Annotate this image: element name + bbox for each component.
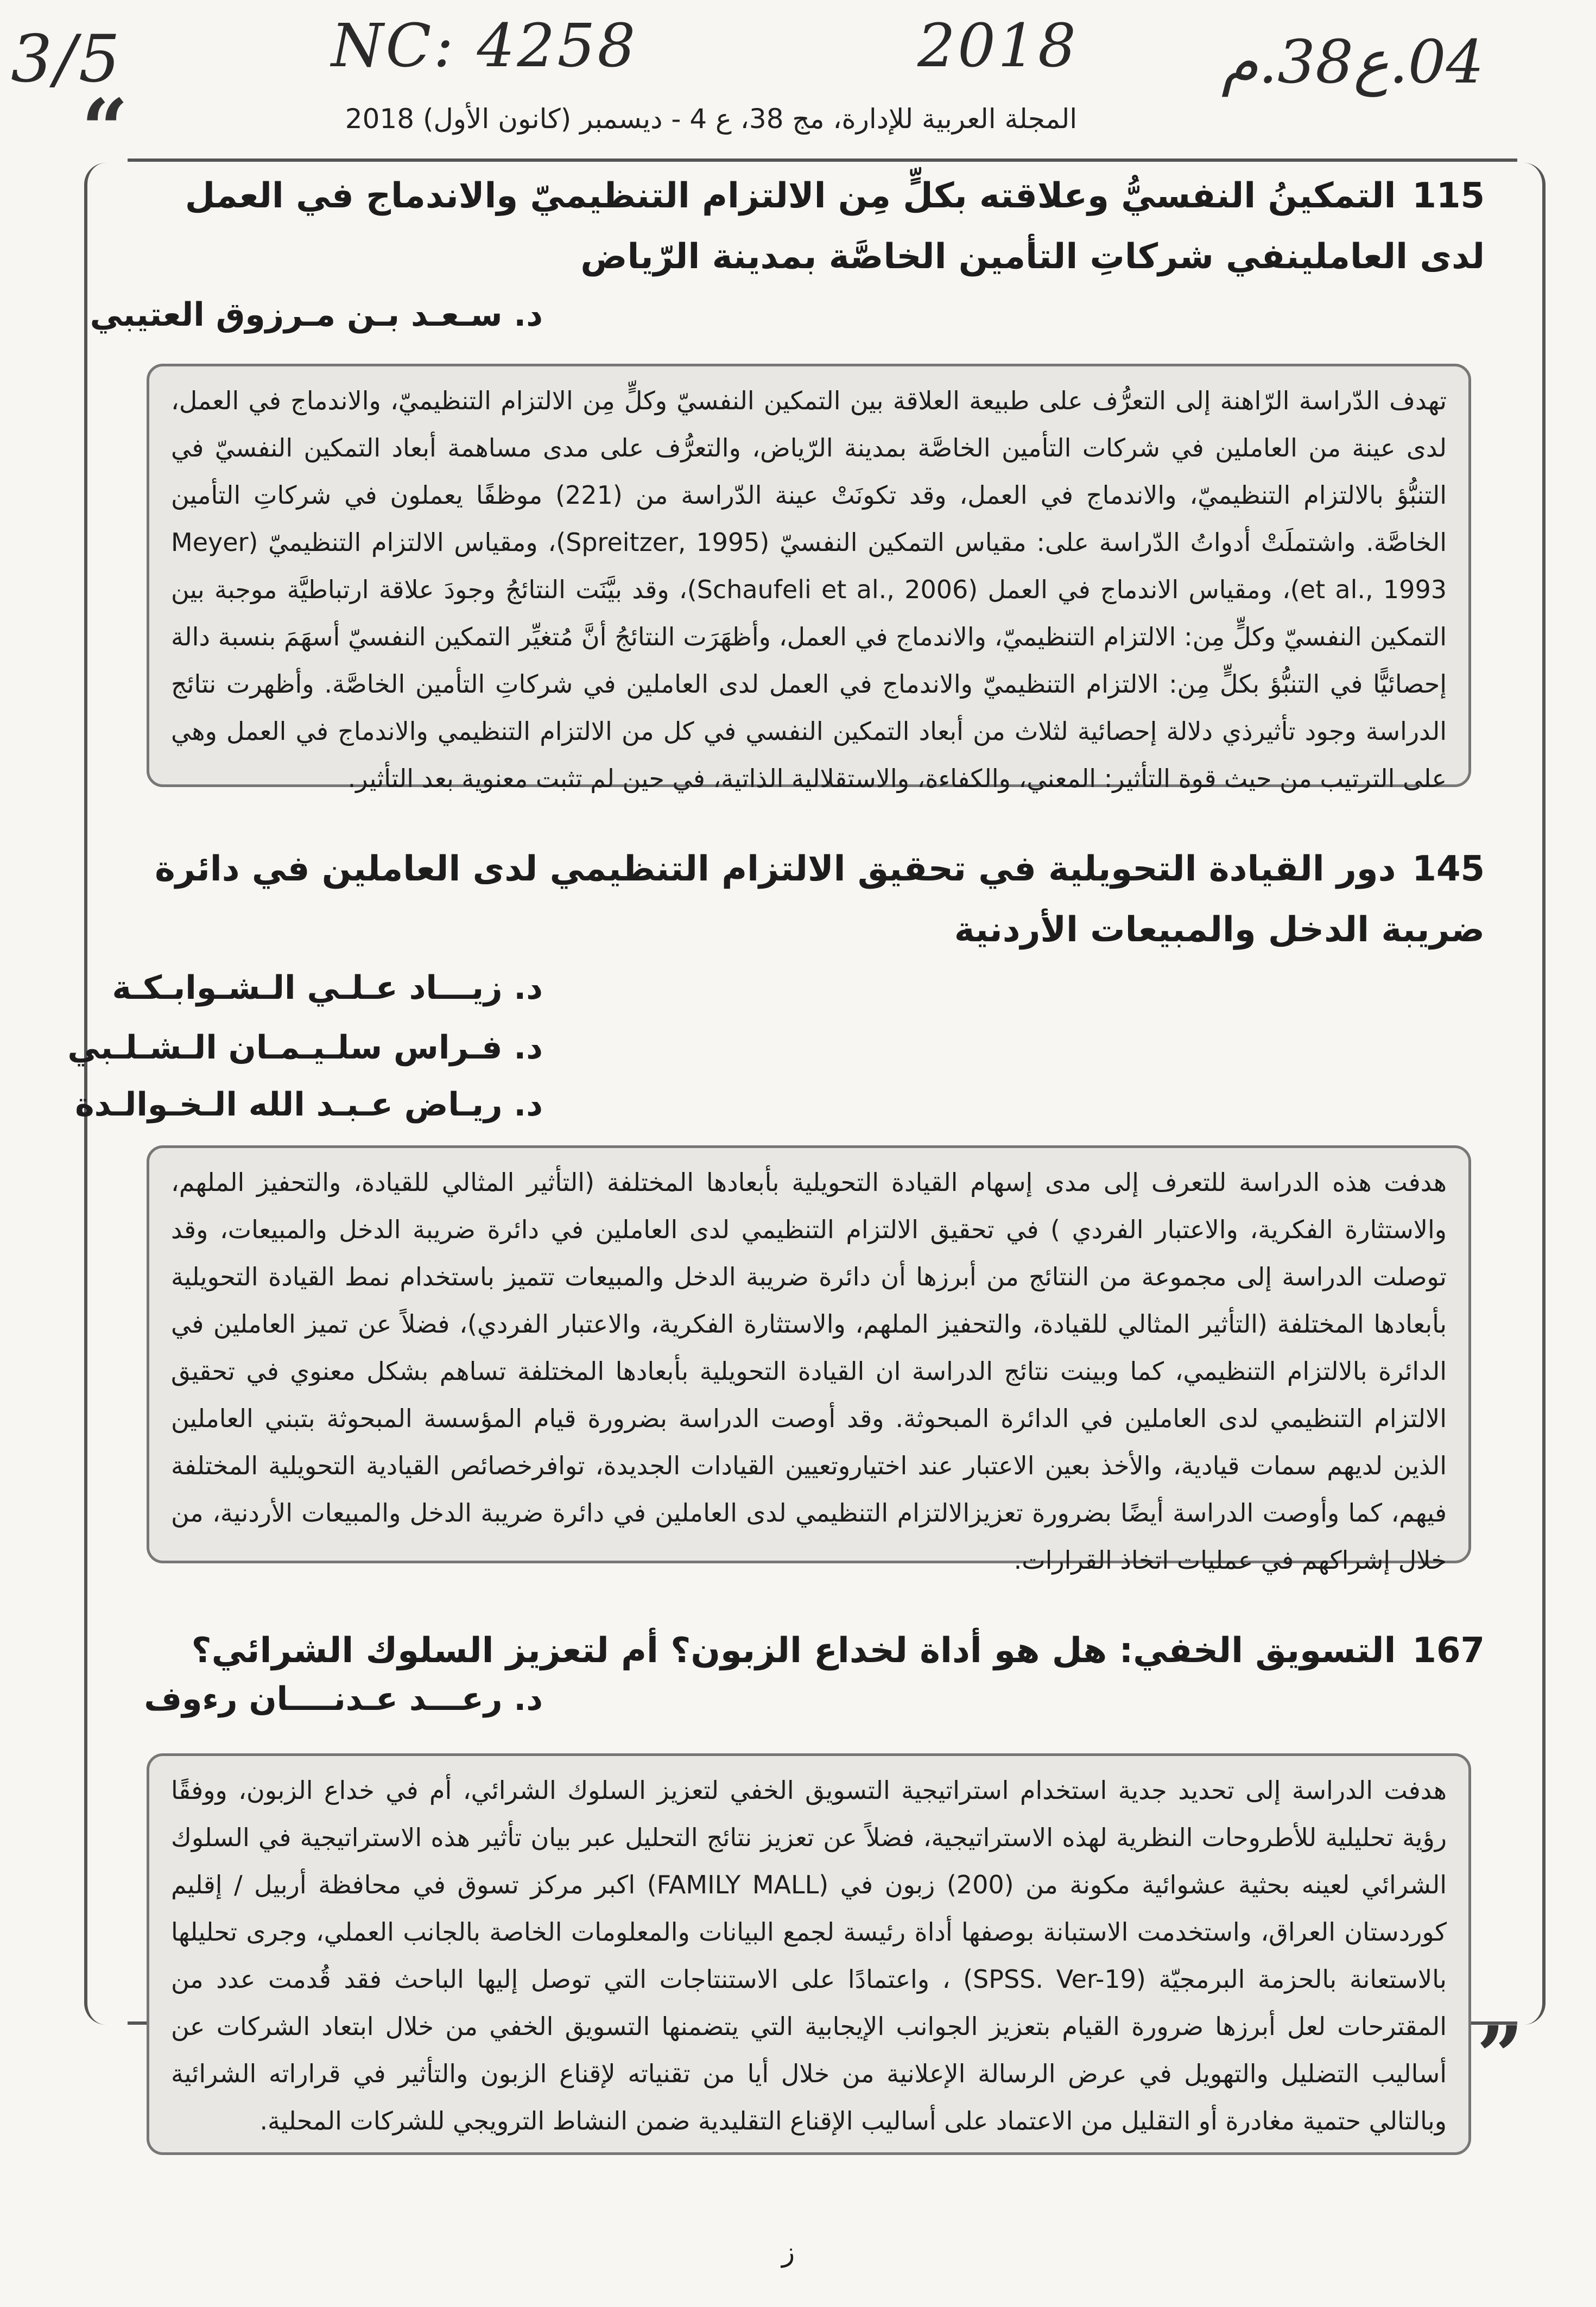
article-title xyxy=(117,166,1485,287)
article-title-text: التسويق الخفي: هل هو أداة لخداع الزبون؟ أم لتعزيز السلوك الشرائي؟ xyxy=(191,1631,1396,1671)
page-number: ز xyxy=(782,2236,795,2268)
handwritten-fraction: 3/5 xyxy=(11,22,123,97)
article-title-text: التمكينُ النفسيُّ وعلاقته بكلٍّ مِن الالتزام التنظيميّ والاندماج في العمل لدى العاملينفي شركاتِ التأمين الخاصَّة بمدينة الرّياض xyxy=(185,176,1485,277)
open-quote-mark: “ xyxy=(81,81,129,177)
article-author: د. فـراس سلـيـمـان الـشـلـبي xyxy=(67,1029,543,1067)
handwritten-catalog-number: NC: 4258 xyxy=(331,11,638,80)
handwritten-volume-ref: 04.ع38.م xyxy=(1221,27,1484,97)
article-abstract: هدفت الدراسة إلى تحديد جدية استخدام استراتيجية التسويق الخفي لتعزيز السلوك الشرائي، أم في خداع الزبون، ووفقًا رؤية تحليلية للأطروحات النظرية لهذه الاستراتيجية، فضلاً عن تعزيز نتائج التحليل عبر بيان تأثير هذه الاستراتيجية في السلوك الشرائي لعينه بحثية عشوائية مكونة من (200) زبون في (FAMILY MALL) اكبر مركز تسوق في محافظة أربيل / إقليم كوردستان العراق، واستخدمت الاستبانة بوصفها أداة رئيسة لجمع البيانات والمعلومات الخاصة بالجانب العملي، وجرى تحليلها بالاستعانة بالحزمة البرمجيّة (SPSS. Ver-19) ، واعتمادًا على الاستنتاجات التي توصل إليها الباحث فقد قُدمت عدد من المقترحات لعل أبرزها ضرورة القيام بتعزيز الجوانب الإيجابية التي يتضمنها التسويق الخفي من خلال ابتعاد الشركات عن أساليب التضليل والتهويل في عرض الرسالة الإعلانية من خلال أيا من تقنياته لإقناع الزبون والتأثير في قراراته الشرائية وبالتالي حتمية مغادرة أو التقليل من الاعتماد على أساليب الإقناع التقليدية ضمن النشاط الترويجي للشركات المحلية. xyxy=(147,1753,1471,2155)
article-author: د. سـعـد بـن مـرزوق العتيبي xyxy=(90,296,543,334)
journal-header: المجلة العربية للإدارة، مج 38، ع 4 - ديسمبر (كانون الأول) 2018 xyxy=(345,103,1078,135)
article-page-number: 167 xyxy=(1412,1631,1485,1671)
article-author: د. ريـاض عـبـد الله الـخـوالـدة xyxy=(75,1086,543,1124)
article-title xyxy=(117,839,1485,960)
article-page-number: 115 xyxy=(1412,176,1485,216)
article-abstract: هدفت هذه الدراسة للتعرف إلى مدى إسهام القيادة التحويلية بأبعادها المختلفة (التأثير المثالي للقيادة، والتحفيز الملهم، والاستثارة الفكرية، والاعتبار الفردي ) في تحقيق الالتزام التنظيمي لدى العاملين في دائرة ضريبة الدخل والمبيعات، وقد توصلت الدراسة إلى مجموعة من النتائج من أبرزها أن دائرة ضريبة الدخل والمبيعات تتميز باستخدام نمط القيادة التحويلية بأبعادها المختلفة (التأثير المثالي للقيادة، والتحفيز الملهم، والاستثارة الفكرية، والاعتبار الفردي)، فضلاً عن تميز العاملين في الدائرة بالالتزام التنظيمي، كما وبينت نتائج الدراسة ان القيادة التحويلية بأبعادها المختلفة تساهم بشكل معنوي في تحقيق الالتزام التنظيمي لدى العاملين في الدائرة المبحوثة. وقد أوصت الدراسة بضرورة قيام المؤسسة المبحوثة بتبني العاملين الذين لديهم سمات قيادية، والأخذ بعين الاعتبار عند اختياروتعيين القيادات الجديدة، توافرخصائص القيادية التحويلية المختلفة فيهم، كما وأوصت الدراسة أيضًا بضرورة تعزيزالالتزام التنظيمي لدى العاملين في دائرة ضريبة الدخل والمبيعات الأردنية، من خلال إشراكهم في عمليات اتخاذ القرارات. xyxy=(147,1145,1471,1563)
article-author: د. رعـــد عـدنــــان رءوف xyxy=(144,1680,543,1718)
article-abstract: تهدف الدّراسة الرّاهنة إلى التعرُّف على طبيعة العلاقة بين التمكين النفسيّ وكلٍّ مِن الالتزام التنظيميّ، والاندماج في العمل، لدى عينة من العاملين في شركات التأمين الخاصَّة بمدينة الرّياض، والتعرُّف على مدى مساهمة أبعاد التمكين النفسيّ في التنبُّؤ بالالتزام التنظيميّ، والاندماج في العمل، وقد تكونَتْ عينة الدّراسة من (221) موظفًا يعملون في شركاتِ التأمين الخاصَّة. واشتملَتْ أدواتُ الدّراسة على: مقياس التمكين النفسيّ (Spreitzer, 1995)، ومقياس الالتزام التنظيميّ (Meyer et al., 1993)، ومقياس الاندماج في العمل (Schaufeli et al., 2006)، وقد بيَّنَت النتائجُ وجودَ علاقة ارتباطيَّة موجبة بين التمكين النفسيّ وكلٍّ مِن: الالتزام التنظيميّ، والاندماج في العمل، وأظهَرَت النتائجُ أنَّ مُتغيِّر التمكين النفسيّ أسهَمَ بنسبة دالة إحصائيًّا في التنبُّؤ بكلٍّ مِن: الالتزام التنظيميّ والاندماج في العمل لدى العاملين في شركاتِ التأمين الخاصَّة. وأظهرت نتائج الدراسة وجود تأثيرذي دلالة إحصائية لثلاث من أبعاد التمكين النفسي في كل من الالتزام التنظيمي والاندماج في العمل وهي على الترتيب من حيث قوة التأثير: المعني، والكفاءة، والاستقلالية الذاتية، في حين لم تثبت معنوية بعد التأثير. xyxy=(147,364,1471,787)
article-page-number: 145 xyxy=(1412,849,1485,889)
handwritten-year: 2018 xyxy=(917,11,1078,80)
article-title-text: دور القيادة التحويلية في تحقيق الالتزام التنظيمي لدى العاملين في دائرة ضريبة الدخل والمبيعات الأردنية xyxy=(155,849,1485,950)
frame-top-rule xyxy=(128,159,1517,162)
close-quote-mark: ” xyxy=(1477,2008,1524,2104)
bleed-through-marks xyxy=(651,19,1194,84)
article-title xyxy=(117,1620,1485,1681)
article-author: د. زيـــاد عـلـي الـشـوابـكـة xyxy=(112,969,543,1007)
